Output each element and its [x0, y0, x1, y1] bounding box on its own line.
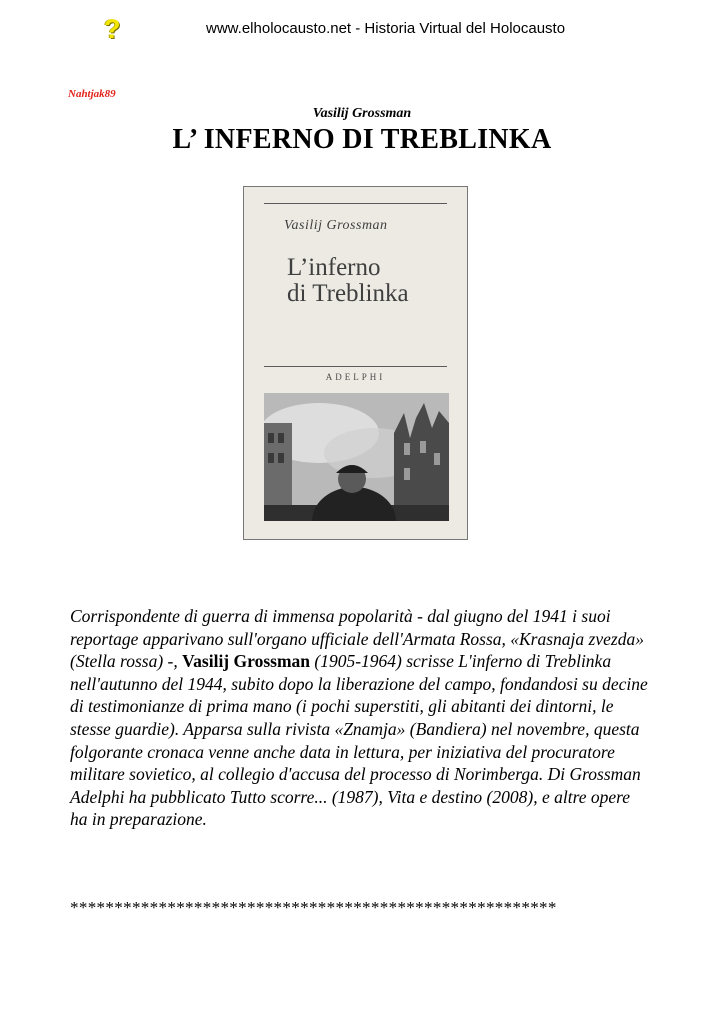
description-text-1: Corrispondente di guerra di immensa popolarità - dal giugno del 1941 i suoi reportage apparivano sull'organo ufficiale dell'Armata Rossa, «Krasnaja zvezda» (Stella rossa) -,: [70, 606, 644, 672]
description-text-2: (1905-1964) scrisse L'inferno di Treblinka nell'autunno del 1944, subito dopo la liberazione del campo, fondandosi su decine di testimonianze di prima mano (i pochi superstiti, gli abitanti dei dintorni, le stesse guardie). Apparsa sulla rivista «Znamja» (Bandiera) nel novembre, questa folgorante cronaca venne anche data in lettura, per iniziativa del procuratore militare sovietico, al collegio d'accusa del processo di Norimberga. Di Grossman Adelphi ha pubblicato Tutto scorre... (1987), Vita e destino (2008), e altre opere ha in preparazione.: [70, 651, 648, 830]
asterisk-separator: *******************************************************: [70, 898, 557, 917]
book-description: [70, 605, 650, 831]
cover-title: [287, 255, 409, 307]
war-photo-illustration: [264, 393, 449, 521]
cover-top-rule: [264, 203, 447, 204]
description-author-bold: Vasilij Grossman: [182, 651, 310, 672]
cover-publisher: ADELPHI: [325, 372, 386, 382]
cover-mid-rule: [264, 366, 447, 367]
cover-author: Vasilij Grossman: [284, 218, 388, 233]
cover-title-line-2: di Treblinka: [287, 280, 409, 307]
question-mark-icon: ?: [104, 14, 121, 44]
site-header: www.elholocausto.net - Historia Virtual del Holocausto: [206, 20, 566, 37]
page-title: L’ INFERNO DI TREBLINKA: [172, 124, 552, 155]
cover-photo: [264, 393, 449, 521]
cover-title-line-1: L’inferno: [287, 254, 381, 281]
uploader-name: Nahtjak89: [68, 88, 116, 100]
author-name: Vasilij Grossman: [312, 106, 412, 121]
book-cover-image: [243, 186, 468, 540]
